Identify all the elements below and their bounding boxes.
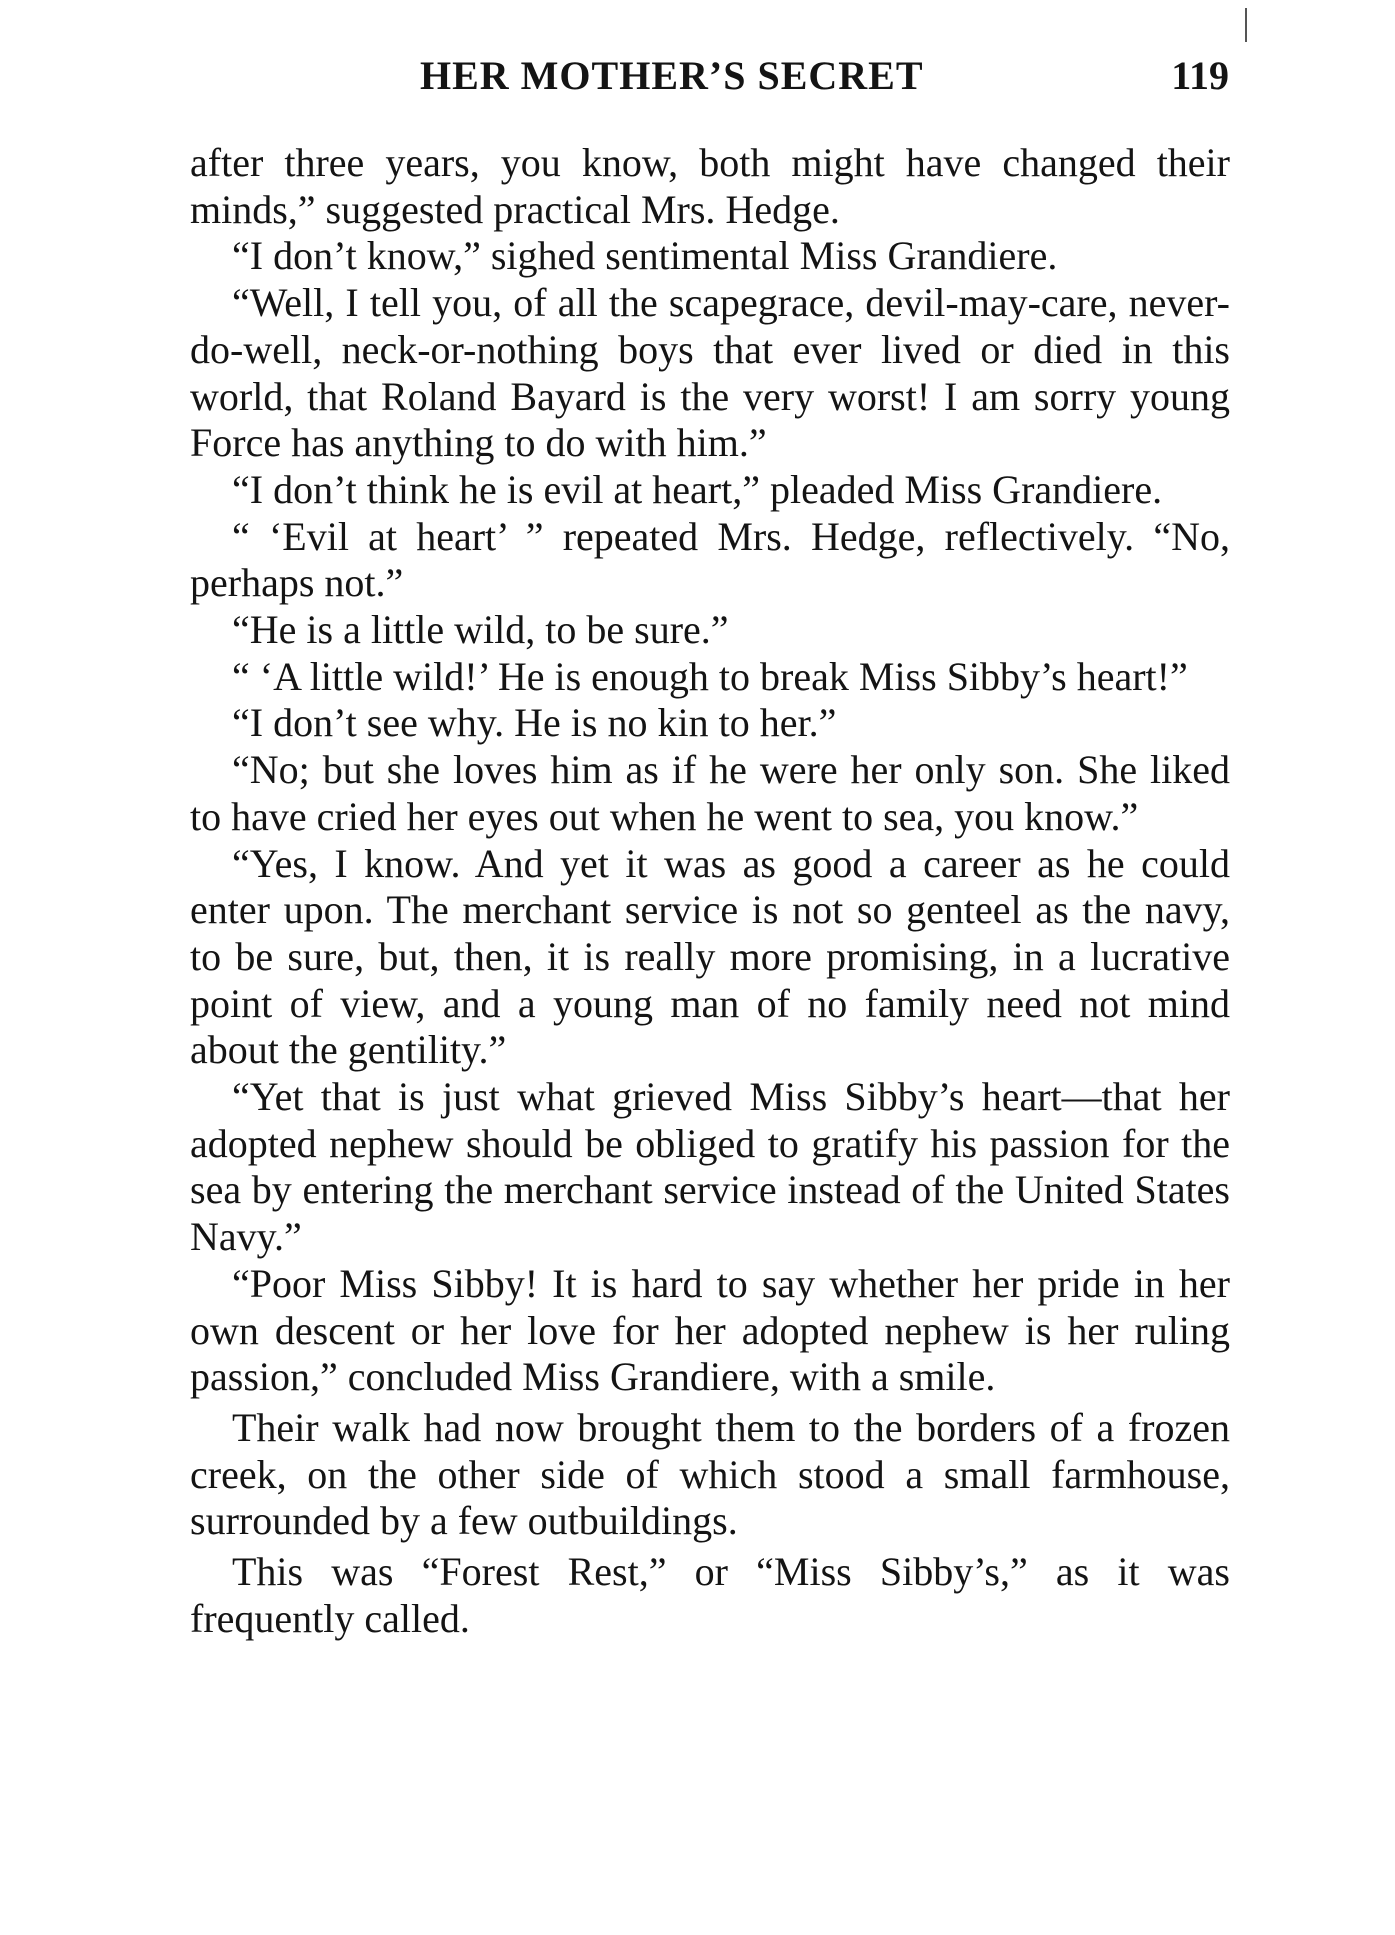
- page-edge-mark: [1245, 8, 1247, 42]
- body-text: [190, 140, 1230, 1643]
- paragraph: “ ‘A little wild!’ He is enough to break Miss Sibby’s heart!”: [232, 653, 1188, 699]
- paragraph: “No; but she loves him as if he were her only son. She liked to have cried her eyes out when he went to sea, you know.”: [190, 747, 1230, 839]
- paragraph: “Yes, I know. And yet it was as good a career as he could enter upon. The merchant service is not so genteel as the navy, to be sure, but, then, it is really more promising, in a lucrative point of view, and a young man of no family need not mind about the gentility.”: [190, 840, 1230, 1073]
- paragraph: “I don’t know,” sighed sentimental Miss Grandiere.: [232, 233, 1058, 279]
- paragraph: “Yet that is just what grieved Miss Sibby’s heart—that her adopted nephew should be obliged to gratify his passion for the sea by entering the merchant service instead of the United States Navy.”: [190, 1074, 1230, 1260]
- paragraph: Their walk had now brought them to the borders of a frozen creek, on the other side of which stood a small farmhouse, surrounded by a few outbuildings.: [190, 1404, 1230, 1544]
- paragraph: “I don’t think he is evil at heart,” pleaded Miss Grandiere.: [232, 466, 1163, 512]
- paragraph: “Poor Miss Sibby! It is hard to say whether her pride in her own descent or her love for her adopted nephew is her ruling passion,” concluded Miss Grandiere, with a smile.: [190, 1260, 1230, 1400]
- page-number: 119: [1171, 53, 1229, 98]
- paragraph: “He is a little wild, to be sure.”: [232, 607, 729, 653]
- paragraph: This was “Forest Rest,” or “Miss Sibby’s,” as it was frequently called.: [190, 1549, 1230, 1641]
- running-head-title: HER MOTHER’S SECRET: [420, 53, 924, 98]
- paragraph: “Well, I tell you, of all the scapegrace, devil-may-care, never-do-well, neck-or-nothing boys that ever lived or died in this world, that Roland Bayard is the very worst! I am sorry young Force has anything to do with him.”: [190, 280, 1230, 466]
- paragraph: “I don’t see why. He is no kin to her.”: [232, 700, 837, 746]
- paragraph: after three years, you know, both might have changed their minds,” suggested practical Mrs. Hedge.: [190, 140, 1230, 232]
- paragraph: “ ‘Evil at heart’ ” repeated Mrs. Hedge, reflectively. “No, perhaps not.”: [190, 513, 1230, 606]
- page-header: [0, 52, 1395, 112]
